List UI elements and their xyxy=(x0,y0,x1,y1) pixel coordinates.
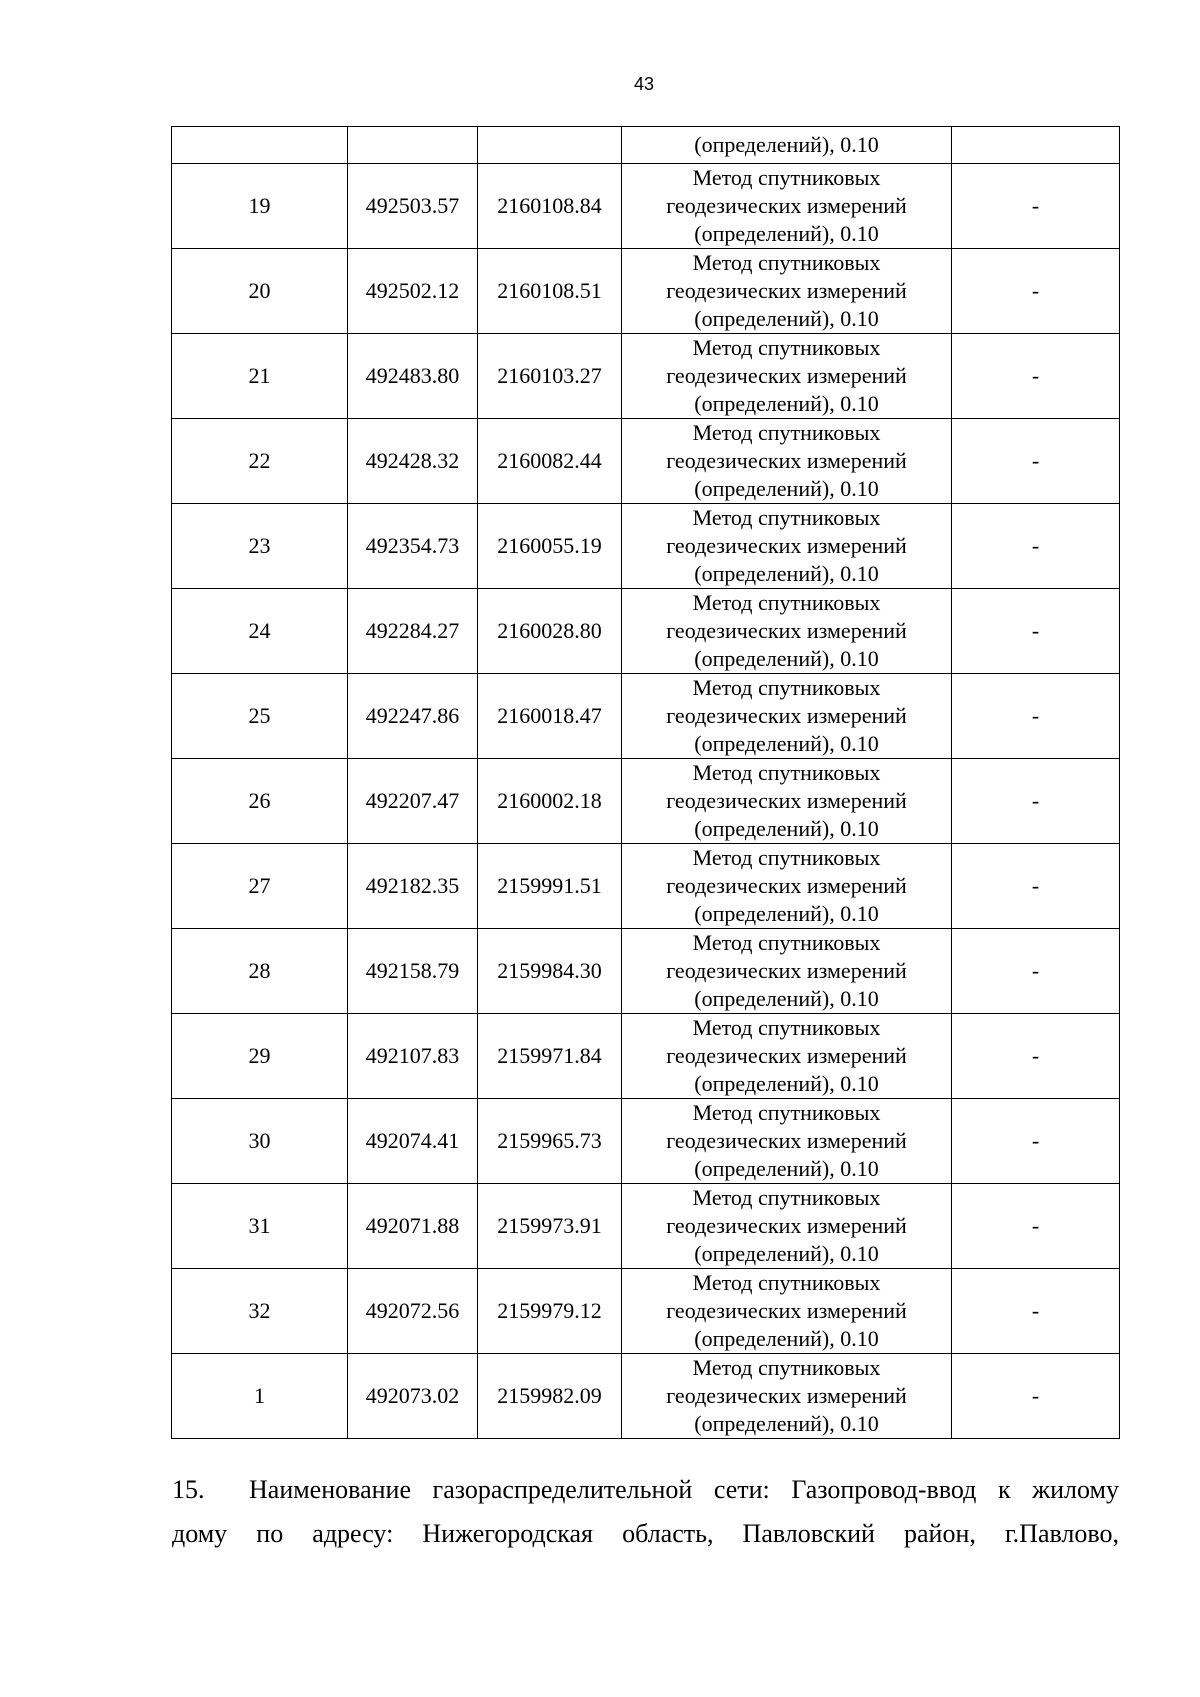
x-coordinate-cell: 492182.35 xyxy=(348,844,478,929)
coordinates-table xyxy=(171,126,1120,1439)
point-number-cell xyxy=(172,127,348,164)
page-number: 43 xyxy=(633,74,655,94)
x-coordinate-cell: 492502.12 xyxy=(348,249,478,334)
table-row xyxy=(172,1184,1120,1269)
coordinates-table-body xyxy=(172,127,1120,1439)
point-number-cell: 24 xyxy=(172,589,348,674)
description-cell: - xyxy=(952,164,1120,249)
method-cell xyxy=(622,164,952,249)
table-row xyxy=(172,759,1120,844)
y-coordinate-cell: 2159982.09 xyxy=(478,1354,622,1439)
x-coordinate-cell: 492158.79 xyxy=(348,929,478,1014)
method-line: Метод спутниковых xyxy=(692,335,881,360)
method-line: геодезических измерений xyxy=(666,873,907,898)
method-line: (определений), 0.10 xyxy=(694,646,879,671)
description-cell: - xyxy=(952,334,1120,419)
point-number-cell: 30 xyxy=(172,1099,348,1184)
method-line: Метод спутниковых xyxy=(692,250,881,275)
method-line: геодезических измерений xyxy=(666,618,907,643)
method-line: геодезических измерений xyxy=(666,703,907,728)
method-line: (определений), 0.10 xyxy=(694,901,879,926)
table-row xyxy=(172,249,1120,334)
x-coordinate-cell: 492284.27 xyxy=(348,589,478,674)
x-coordinate-cell: 492428.32 xyxy=(348,419,478,504)
method-line: геодезических измерений xyxy=(666,1213,907,1238)
method-line: (определений), 0.10 xyxy=(694,731,879,756)
method-line: (определений), 0.10 xyxy=(694,1326,879,1351)
y-coordinate-cell xyxy=(478,127,622,164)
table-row xyxy=(172,1014,1120,1099)
y-coordinate-cell: 2159965.73 xyxy=(478,1099,622,1184)
method-cell xyxy=(622,844,952,929)
x-coordinate-cell: 492071.88 xyxy=(348,1184,478,1269)
table-row xyxy=(172,1269,1120,1354)
method-line: Метод спутниковых xyxy=(692,760,881,785)
description-cell: - xyxy=(952,674,1120,759)
table-row xyxy=(172,504,1120,589)
y-coordinate-cell: 2160055.19 xyxy=(478,504,622,589)
method-cell xyxy=(622,759,952,844)
method-line: Метод спутниковых xyxy=(692,420,881,445)
point-number-cell: 32 xyxy=(172,1269,348,1354)
method-cell: (определений), 0.10 xyxy=(622,127,952,164)
description-cell: - xyxy=(952,929,1120,1014)
point-number-cell: 31 xyxy=(172,1184,348,1269)
method-cell xyxy=(622,334,952,419)
x-coordinate-cell: 492073.02 xyxy=(348,1354,478,1439)
description-cell: - xyxy=(952,1184,1120,1269)
y-coordinate-cell: 2160108.84 xyxy=(478,164,622,249)
method-line: геодезических измерений xyxy=(666,278,907,303)
method-cell xyxy=(622,1014,952,1099)
section-text-1: Наименование газораспределительной сети: Газопровод-ввод к жилому xyxy=(249,1475,1119,1504)
method-line: Метод спутниковых xyxy=(692,590,881,615)
method-line: (определений), 0.10 xyxy=(694,1156,879,1181)
point-number-cell: 28 xyxy=(172,929,348,1014)
y-coordinate-cell: 2160103.27 xyxy=(478,334,622,419)
method-line: геодезических измерений xyxy=(666,788,907,813)
method-line: геодезических измерений xyxy=(666,193,907,218)
point-number-cell: 23 xyxy=(172,504,348,589)
y-coordinate-cell: 2160018.47 xyxy=(478,674,622,759)
method-line: геодезических измерений xyxy=(666,1298,907,1323)
table-row xyxy=(172,1099,1120,1184)
method-line: (определений), 0.10 xyxy=(694,1071,879,1096)
y-coordinate-cell: 2159979.12 xyxy=(478,1269,622,1354)
method-line: Метод спутниковых xyxy=(692,1355,881,1380)
point-number-cell: 25 xyxy=(172,674,348,759)
x-coordinate-cell: 492107.83 xyxy=(348,1014,478,1099)
method-line: геодезических измерений xyxy=(666,363,907,388)
x-coordinate-cell: 492483.80 xyxy=(348,334,478,419)
description-cell: - xyxy=(952,1269,1120,1354)
method-cell xyxy=(622,1184,952,1269)
method-cell xyxy=(622,249,952,334)
point-number-cell: 20 xyxy=(172,249,348,334)
method-line: Метод спутниковых xyxy=(692,845,881,870)
description-cell: - xyxy=(952,504,1120,589)
method-cell xyxy=(622,504,952,589)
y-coordinate-cell: 2160002.18 xyxy=(478,759,622,844)
point-number-cell: 26 xyxy=(172,759,348,844)
table-row-continued xyxy=(172,127,1120,164)
x-coordinate-cell: 492207.47 xyxy=(348,759,478,844)
method-line: (определений), 0.10 xyxy=(694,1411,879,1436)
description-cell: - xyxy=(952,419,1120,504)
method-line: геодезических измерений xyxy=(666,448,907,473)
method-line: (определений), 0.10 xyxy=(694,986,879,1011)
method-cell xyxy=(622,674,952,759)
y-coordinate-cell: 2159991.51 xyxy=(478,844,622,929)
method-cell xyxy=(622,419,952,504)
description-cell: - xyxy=(952,759,1120,844)
method-line: (определений), 0.10 xyxy=(694,1241,879,1266)
table-row xyxy=(172,419,1120,504)
method-line: геодезических измерений xyxy=(666,1383,907,1408)
y-coordinate-cell: 2159971.84 xyxy=(478,1014,622,1099)
description-cell: - xyxy=(952,249,1120,334)
table-row xyxy=(172,1354,1120,1439)
method-line: Метод спутниковых xyxy=(692,165,881,190)
description-cell: - xyxy=(952,1354,1120,1439)
table-row xyxy=(172,929,1120,1014)
point-number-cell: 29 xyxy=(172,1014,348,1099)
table-row xyxy=(172,674,1120,759)
method-line: Метод спутниковых xyxy=(692,1270,881,1295)
section-number: 15. xyxy=(172,1475,205,1504)
method-line: геодезических измерений xyxy=(666,958,907,983)
method-cell xyxy=(622,1099,952,1184)
x-coordinate-cell: 492072.56 xyxy=(348,1269,478,1354)
point-number-cell: 1 xyxy=(172,1354,348,1439)
method-cell xyxy=(622,589,952,674)
section-line-1 xyxy=(172,1468,1119,1512)
method-cell xyxy=(622,929,952,1014)
method-line: (определений), 0.10 xyxy=(694,561,879,586)
description-cell: - xyxy=(952,1099,1120,1184)
method-line: геодезических измерений xyxy=(666,1128,907,1153)
method-line: геодезических измерений xyxy=(666,533,907,558)
description-cell: - xyxy=(952,589,1120,674)
method-cell xyxy=(622,1354,952,1439)
method-line: Метод спутниковых xyxy=(692,1015,881,1040)
y-coordinate-cell: 2160108.51 xyxy=(478,249,622,334)
x-coordinate-cell: 492074.41 xyxy=(348,1099,478,1184)
table-row xyxy=(172,164,1120,249)
method-cell xyxy=(622,1269,952,1354)
method-line: Метод спутниковых xyxy=(692,675,881,700)
table-row xyxy=(172,844,1120,929)
description-cell xyxy=(952,127,1120,164)
description-cell: - xyxy=(952,844,1120,929)
y-coordinate-cell: 2160082.44 xyxy=(478,419,622,504)
point-number-cell: 19 xyxy=(172,164,348,249)
method-line: (определений), 0.10 xyxy=(694,816,879,841)
y-coordinate-cell: 2159984.30 xyxy=(478,929,622,1014)
x-coordinate-cell: 492503.57 xyxy=(348,164,478,249)
method-line: (определений), 0.10 xyxy=(694,391,879,416)
point-number-cell: 21 xyxy=(172,334,348,419)
table-row xyxy=(172,589,1120,674)
method-line: (определений), 0.10 xyxy=(694,306,879,331)
method-line: геодезических измерений xyxy=(666,1043,907,1068)
section-line-2: дому по адресу: Нижегородская область, Павловский район, г.Павлово, xyxy=(172,1519,1119,1548)
method-line: (определений), 0.10 xyxy=(694,221,879,246)
method-line: (определений), 0.10 xyxy=(694,476,879,501)
x-coordinate-cell: 492354.73 xyxy=(348,504,478,589)
section-15 xyxy=(172,1468,1119,1556)
table-row xyxy=(172,334,1120,419)
point-number-cell: 27 xyxy=(172,844,348,929)
method-line: Метод спутниковых xyxy=(692,1100,881,1125)
method-line: Метод спутниковых xyxy=(692,1185,881,1210)
method-line: Метод спутниковых xyxy=(692,930,881,955)
method-line: Метод спутниковых xyxy=(692,505,881,530)
x-coordinate-cell xyxy=(348,127,478,164)
point-number-cell: 22 xyxy=(172,419,348,504)
x-coordinate-cell: 492247.86 xyxy=(348,674,478,759)
y-coordinate-cell: 2159973.91 xyxy=(478,1184,622,1269)
description-cell: - xyxy=(952,1014,1120,1099)
y-coordinate-cell: 2160028.80 xyxy=(478,589,622,674)
